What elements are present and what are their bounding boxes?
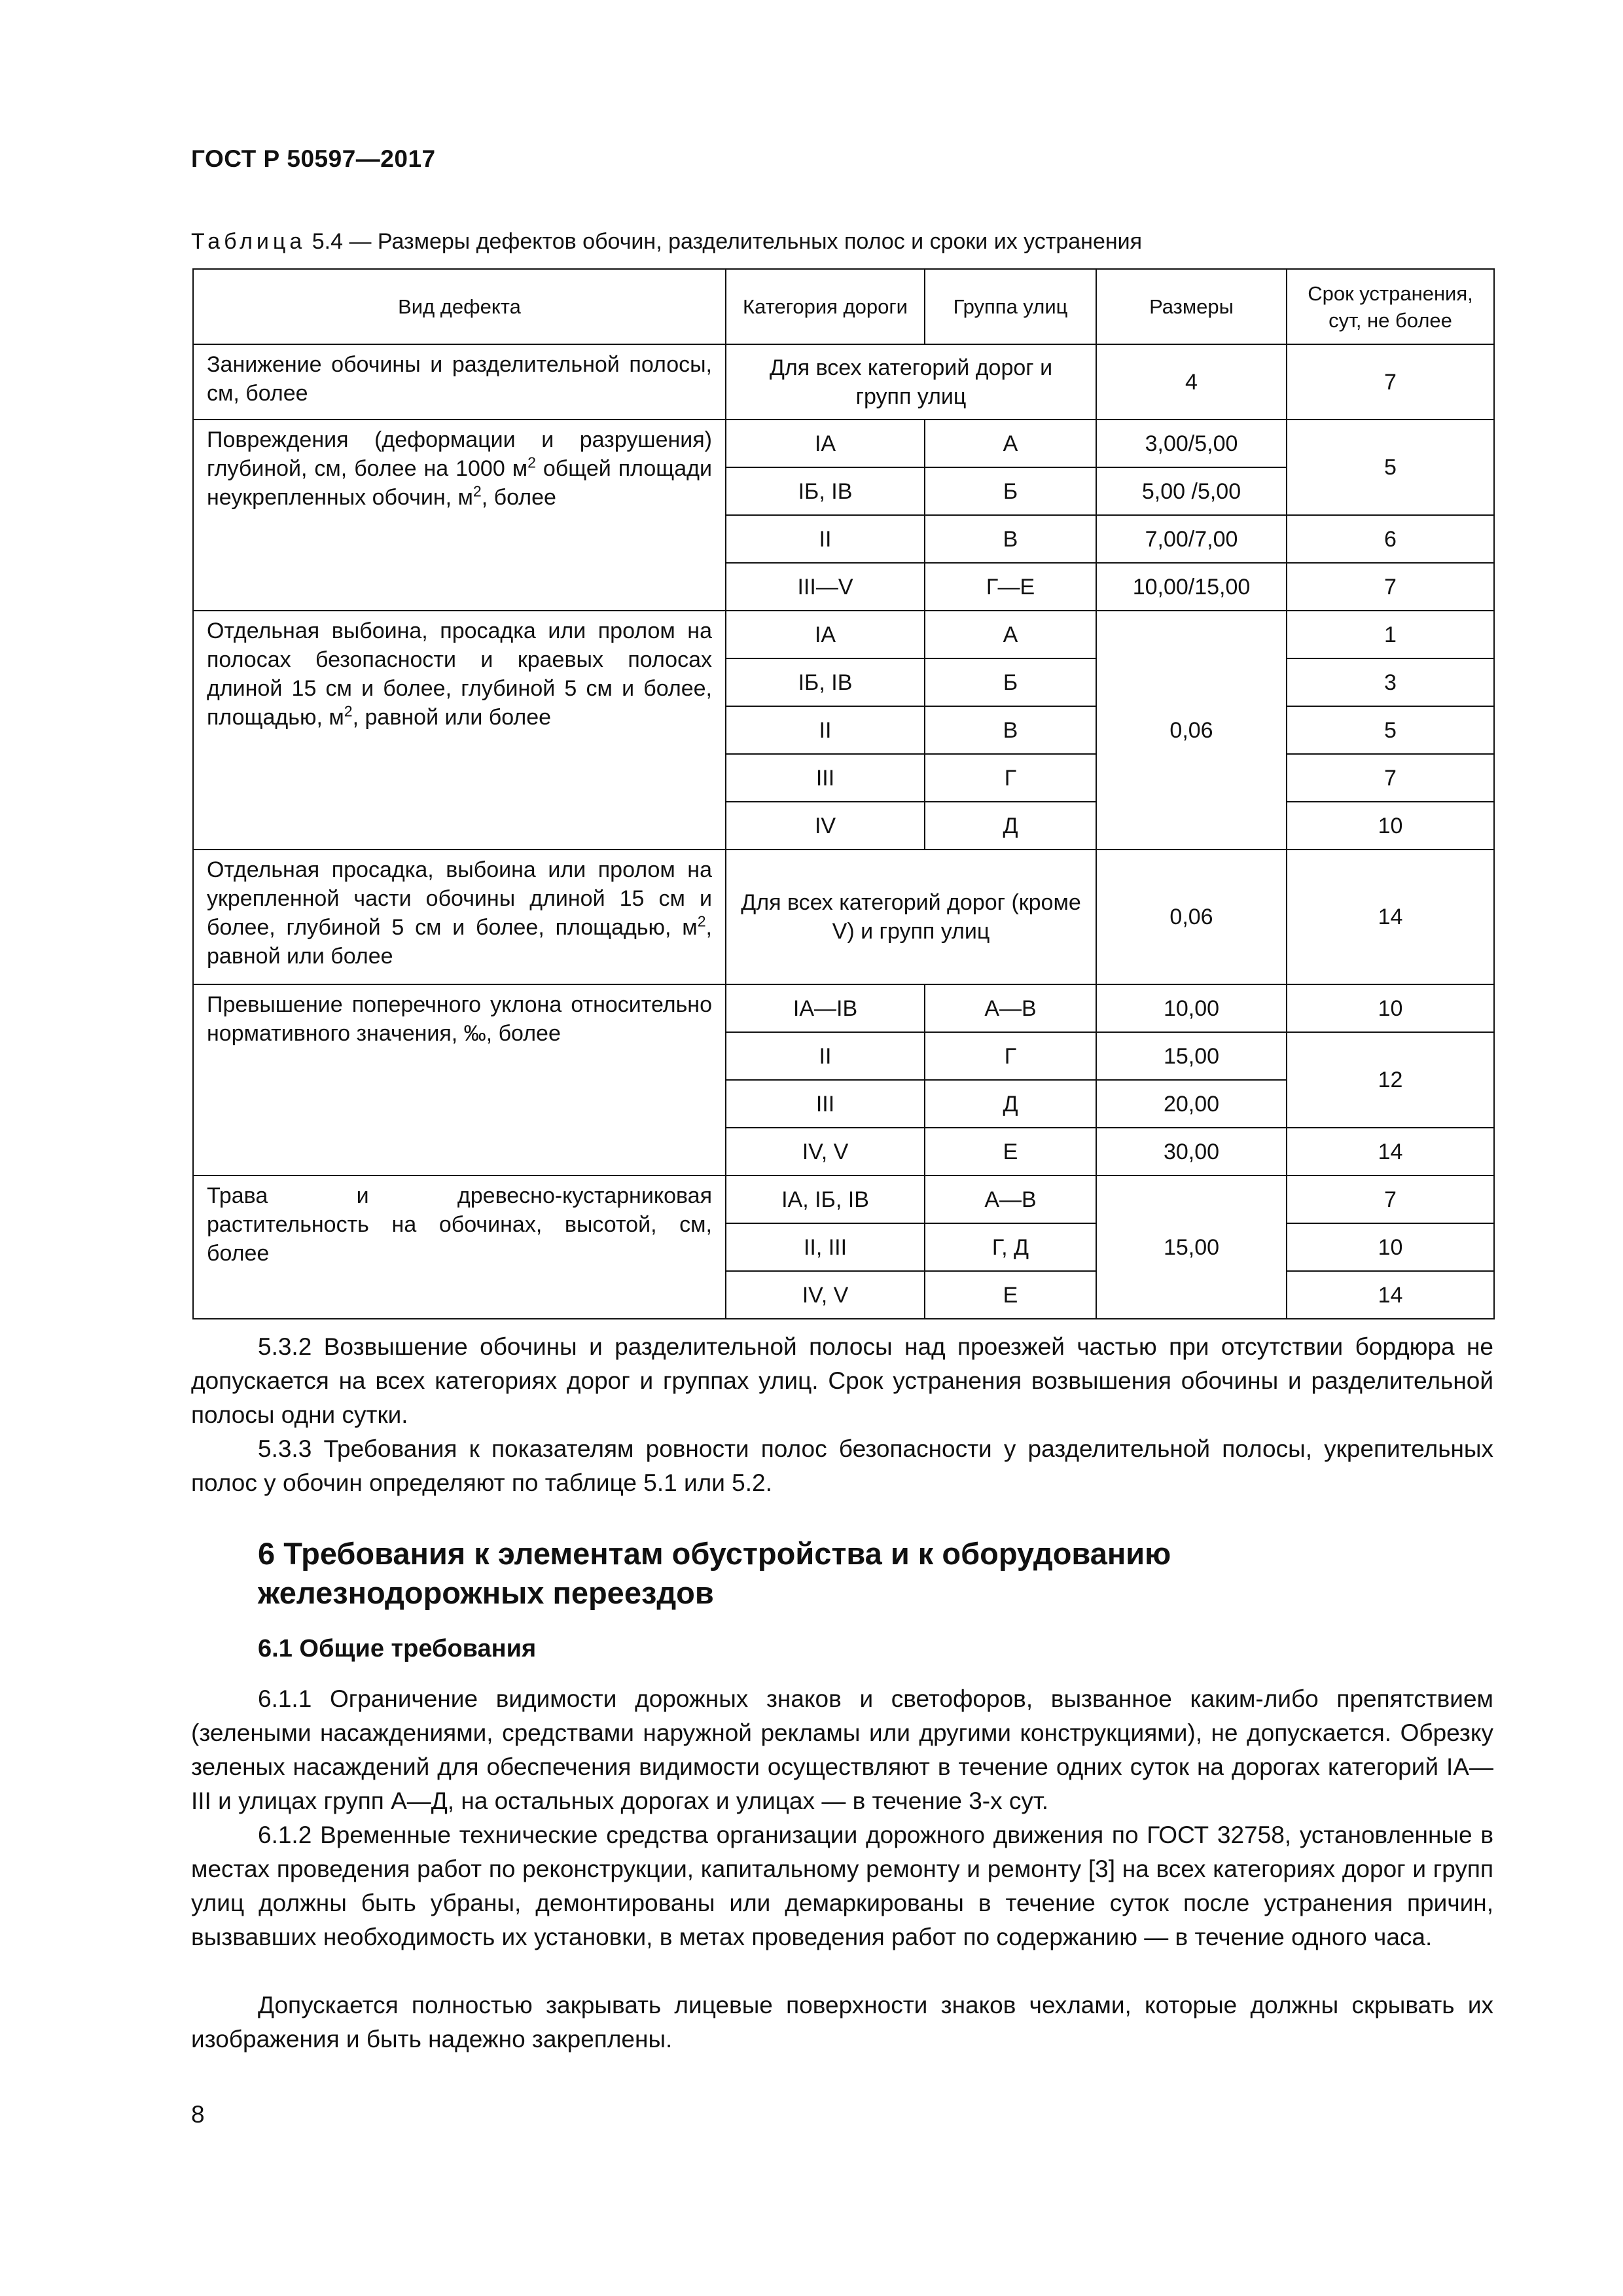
defect-text: , равной или более xyxy=(207,915,712,969)
group-cell: А—В xyxy=(925,1175,1096,1223)
category-cell: IV, V xyxy=(726,1128,925,1175)
defect-cell xyxy=(193,611,726,850)
defect-cell xyxy=(193,850,726,984)
category-cell: Для всех категорий дорог и групп улиц xyxy=(726,344,1096,420)
term-cell: 14 xyxy=(1287,1128,1494,1175)
table-row xyxy=(193,611,1494,658)
table-row xyxy=(193,984,1494,1032)
size-cell: 3,00/5,00 xyxy=(1096,420,1287,467)
group-cell: Д xyxy=(925,802,1096,850)
defect-cell: Превышение поперечного уклона относительно нормативного значения, ‰, более xyxy=(193,984,726,1175)
section-6-1-heading: 6.1 Общие требования xyxy=(258,1635,537,1662)
term-cell: 10 xyxy=(1287,984,1494,1032)
term-cell: 6 xyxy=(1287,515,1494,563)
group-cell: Г—Е xyxy=(925,563,1096,611)
term-cell: 5 xyxy=(1287,420,1494,515)
term-cell: 1 xyxy=(1287,611,1494,658)
category-cell: II xyxy=(726,1032,925,1080)
category-cell: IБ, IB xyxy=(726,467,925,515)
group-cell: А—В xyxy=(925,984,1096,1032)
table-row xyxy=(193,420,1494,467)
col-header-defect: Вид дефекта xyxy=(193,269,726,344)
group-cell: Е xyxy=(925,1271,1096,1319)
defect-cell: Занижение обочины и разделительной полосы, см, более xyxy=(193,344,726,420)
term-cell: 7 xyxy=(1287,754,1494,802)
term-cell: 7 xyxy=(1287,563,1494,611)
size-cell: 4 xyxy=(1096,344,1287,420)
size-cell: 0,06 xyxy=(1096,850,1287,984)
term-cell: 12 xyxy=(1287,1032,1494,1128)
defect-text: , равной или более xyxy=(352,705,552,730)
group-cell: Г xyxy=(925,754,1096,802)
defect-text: общей площади неукрепленных обочин, м xyxy=(207,456,712,510)
size-cell: 15,00 xyxy=(1096,1175,1287,1319)
superscript: 2 xyxy=(527,454,536,471)
group-cell: Г, Д xyxy=(925,1223,1096,1271)
table-caption xyxy=(191,229,1142,255)
size-cell: 30,00 xyxy=(1096,1128,1287,1175)
category-cell: Для всех категорий дорог (кроме V) и групп улиц xyxy=(726,850,1096,984)
category-cell: IA xyxy=(726,420,925,467)
table-row xyxy=(193,344,1494,420)
table-row xyxy=(193,1175,1494,1223)
defects-table xyxy=(192,268,1495,1319)
group-cell: А xyxy=(925,420,1096,467)
term-cell: 5 xyxy=(1287,706,1494,754)
term-cell: 10 xyxy=(1287,1223,1494,1271)
table-row xyxy=(193,850,1494,984)
group-cell: Б xyxy=(925,467,1096,515)
defect-text: , более xyxy=(481,485,556,510)
category-cell: IA—IB xyxy=(726,984,925,1032)
superscript: 2 xyxy=(473,482,482,500)
group-cell: В xyxy=(925,706,1096,754)
group-cell: Б xyxy=(925,658,1096,706)
paragraph-5-3-2: 5.3.2 Возвышение обочины и разделительной полосы над проезжей частью при отсутствии бордюра не допускается на всех категориях дорог и группах улиц. Срок устранения возвышения обочины и разделительной полосы одни сутки. xyxy=(191,1333,1493,1428)
term-cell: 3 xyxy=(1287,658,1494,706)
defect-text: Отдельная просадка, выбоина или пролом на укрепленной части обочины длиной 15 см и более, глубиной 5 см и более, площадью, м xyxy=(207,857,712,940)
size-cell: 5,00 /5,00 xyxy=(1096,467,1287,515)
paragraph-5-3-3: 5.3.3 Требования к показателям ровности полос безопасности у разделительной полосы, укрепительных полос у обочин определяют по таблице 5.1 или 5.2. xyxy=(191,1435,1493,1496)
table-caption-text: — Размеры дефектов обочин, разделительных полос и сроки их устранения xyxy=(343,229,1143,254)
term-cell: 7 xyxy=(1287,1175,1494,1223)
category-cell: III xyxy=(726,1080,925,1128)
term-cell: 7 xyxy=(1287,344,1494,420)
term-cell: 14 xyxy=(1287,1271,1494,1319)
category-cell: II xyxy=(726,515,925,563)
group-cell: Е xyxy=(925,1128,1096,1175)
paragraph-6-1-1: 6.1.1 Ограничение видимости дорожных знаков и светофоров, вызванное каким-либо препятствием (зелеными насаждениями, средствами наружной рекламы или другими конструкциями), не допускается. Обрезку зеленых насаждений для обеспечения видимости осуществляют в течение одних суток на дорогах категорий IA—III и улицах групп А—Д, на остальных дорогах и улицах — в течение 3-х сут. xyxy=(191,1685,1493,1814)
category-cell: II, III xyxy=(726,1223,925,1271)
paragraph-signs-covers: Допускается полностью закрывать лицевые поверхности знаков чехлами, которые должны скрывать их изображения и быть надежно закреплены. xyxy=(191,1992,1493,2053)
category-cell: IV xyxy=(726,802,925,850)
size-cell: 10,00/15,00 xyxy=(1096,563,1287,611)
category-cell: IБ, IB xyxy=(726,658,925,706)
defect-text: Отдельная выбоина, просадка или пролом на полосах безопасности и краевых полосах длиной 15 см и более, глубиной 5 см и более, площадью, м xyxy=(207,619,712,730)
document-header: ГОСТ Р 50597—2017 xyxy=(191,145,436,172)
page-number: 8 xyxy=(191,2101,205,2128)
defect-text: Повреждения (деформации и разрушения) глубиной, см, более на 1000 м xyxy=(207,427,712,481)
category-cell: III xyxy=(726,754,925,802)
group-cell: А xyxy=(925,611,1096,658)
superscript: 2 xyxy=(344,702,353,720)
col-header-category: Категория дороги xyxy=(726,269,925,344)
group-cell: В xyxy=(925,515,1096,563)
category-cell: IV, V xyxy=(726,1271,925,1319)
superscript: 2 xyxy=(697,912,706,930)
col-header-size: Размеры xyxy=(1096,269,1287,344)
size-cell: 20,00 xyxy=(1096,1080,1287,1128)
category-cell: IA xyxy=(726,611,925,658)
size-cell: 10,00 xyxy=(1096,984,1287,1032)
defect-cell: Трава и древесно-кустарниковая растительность на обочинах, высотой, см, более xyxy=(193,1175,726,1319)
size-cell: 15,00 xyxy=(1096,1032,1287,1080)
table-caption-label: Таблица xyxy=(191,229,306,254)
col-header-term: Срок устранения, сут, не более xyxy=(1287,269,1494,344)
table-caption-number: 5.4 xyxy=(312,229,344,254)
category-cell: III—V xyxy=(726,563,925,611)
size-cell: 7,00/7,00 xyxy=(1096,515,1287,563)
section-6-heading: 6 Требования к элементам обустройства и к оборудованию железнодорожных переездов xyxy=(258,1536,1171,1610)
size-cell: 0,06 xyxy=(1096,611,1287,850)
term-cell: 14 xyxy=(1287,850,1494,984)
defect-cell xyxy=(193,420,726,611)
term-cell: 10 xyxy=(1287,802,1494,850)
paragraph-6-1-2: 6.1.2 Временные технические средства организации дорожного движения по ГОСТ 32758, установленные в местах проведения работ по реконструкции, капитальному ремонту и ремонту [3] на всех категориях дорог и групп улиц должны быть убраны, демонтированы или демаркированы в течение суток после устранения причин, вызвавших необходимость их установки, в метах проведения работ по содержанию — в течение одного часа. xyxy=(191,1821,1493,1950)
table-header-row xyxy=(193,269,1494,344)
group-cell: Д xyxy=(925,1080,1096,1128)
category-cell: IA, IБ, IB xyxy=(726,1175,925,1223)
category-cell: II xyxy=(726,706,925,754)
group-cell: Г xyxy=(925,1032,1096,1080)
col-header-group: Группа улиц xyxy=(925,269,1096,344)
